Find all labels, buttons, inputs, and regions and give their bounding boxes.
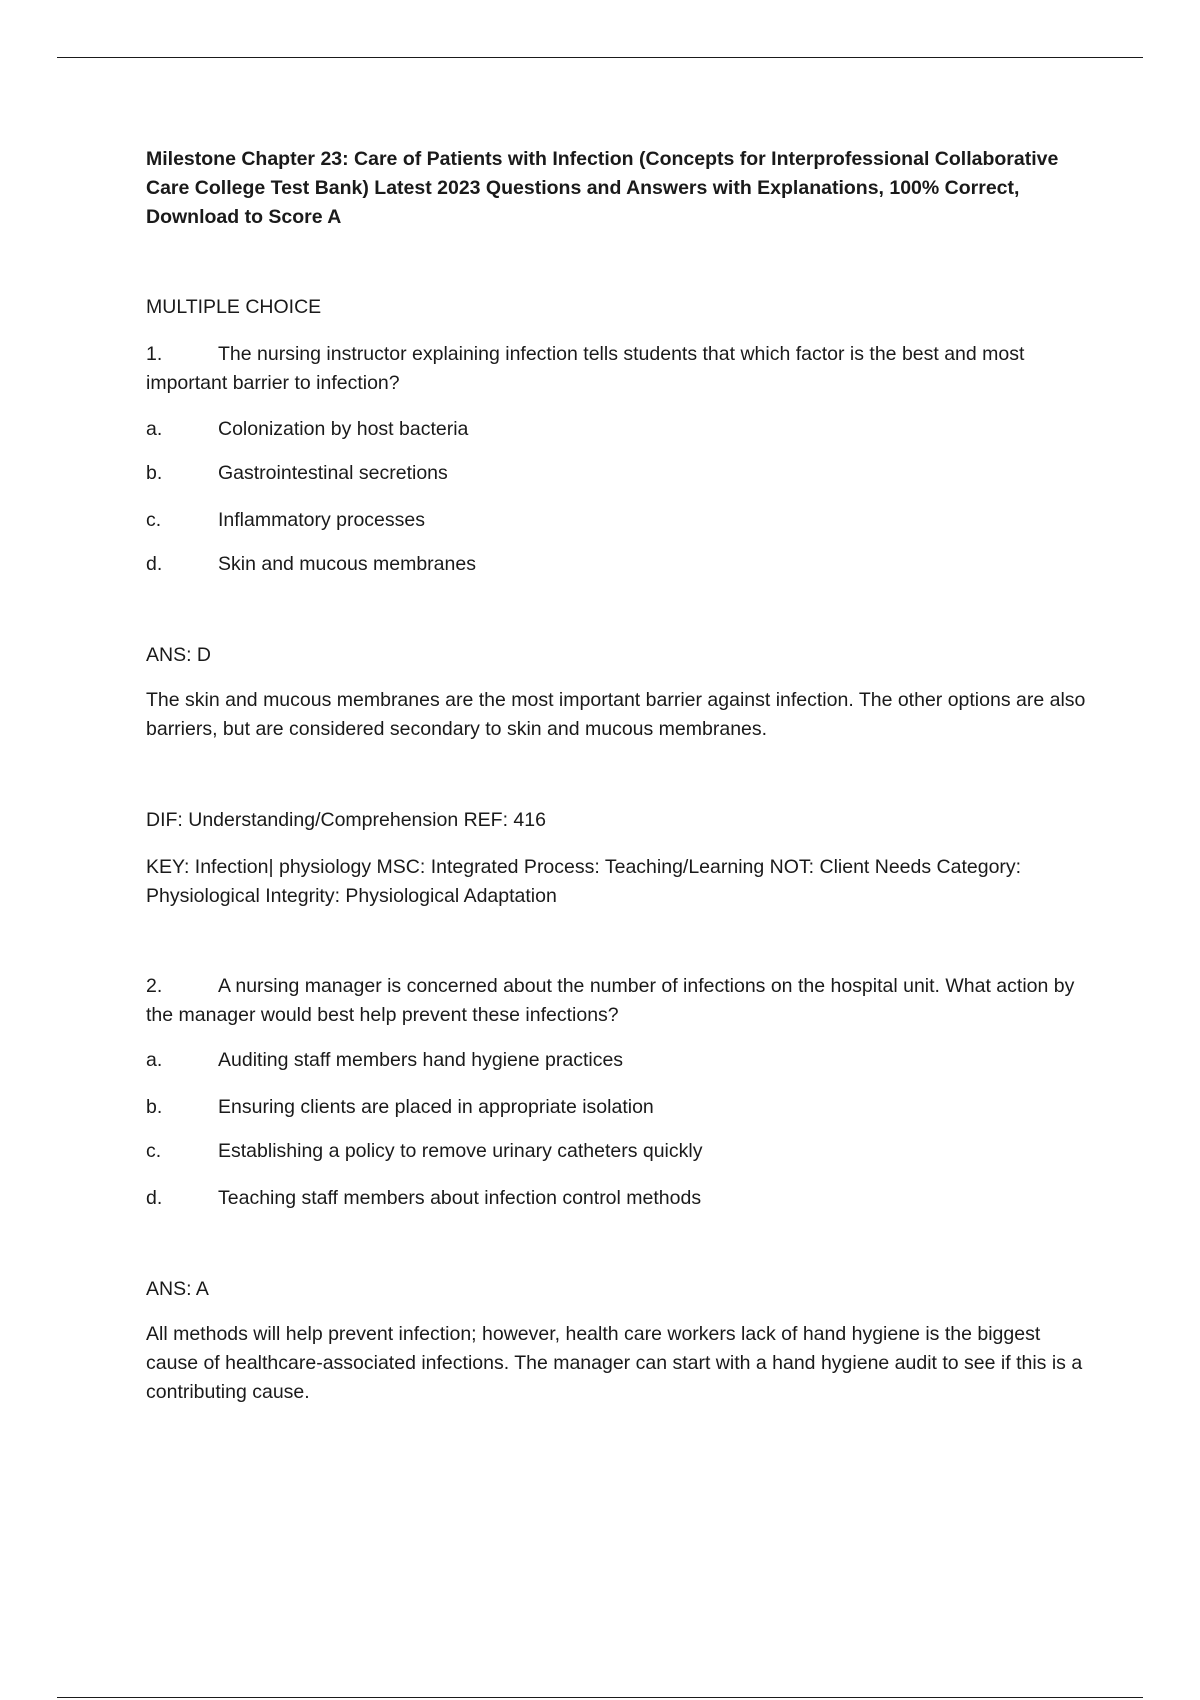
- option-letter: a.: [146, 1049, 163, 1071]
- option-item: [146, 550, 1096, 579]
- option-text: Inflammatory processes: [218, 509, 425, 531]
- option-letter: d.: [146, 553, 163, 575]
- option-text: Auditing staff members hand hygiene practices: [218, 1049, 624, 1071]
- option-letter: a.: [146, 418, 163, 440]
- answer-key: ANS: A: [146, 1278, 209, 1300]
- option-item: [146, 1046, 1096, 1075]
- difficulty-reference: DIF: Understanding/Comprehension REF: 416: [146, 809, 546, 831]
- option-item: [146, 1184, 1096, 1213]
- section-heading: MULTIPLE CHOICE: [146, 296, 322, 318]
- option-item: [146, 415, 1096, 444]
- rationale: The skin and mucous membranes are the most important barrier against infection. The other options are also barriers, but are considered secondary to skin and mucous membranes.: [146, 689, 1086, 740]
- header-rule: [57, 57, 1143, 58]
- footer-rule: [57, 1697, 1143, 1698]
- option-letter: d.: [146, 1187, 163, 1209]
- option-letter: c.: [146, 1140, 162, 1162]
- option-text: Skin and mucous membranes: [218, 553, 476, 575]
- keywords: KEY: Infection| physiology MSC: Integrated Process: Teaching/Learning NOT: Client Needs Category: Physiological Integrity: Physiological Adaptation: [146, 856, 1022, 907]
- option-letter: b.: [146, 1096, 163, 1118]
- option-text: Gastrointestinal secretions: [218, 462, 448, 484]
- document-title: Milestone Chapter 23: Care of Patients with Infection (Concepts for Interprofessional Collaborative Care College Test Bank) Latest 2023 Questions and Answers with Explanations, 100% Correct, Download to Score A: [146, 148, 1059, 228]
- question-number: 1.: [146, 343, 163, 365]
- option-text: Teaching staff members about infection control methods: [218, 1187, 702, 1209]
- option-item: [146, 459, 1096, 488]
- option-letter: b.: [146, 462, 163, 484]
- question-text: The nursing instructor explaining infection tells students that which factor is the best and most important barrier to infection?: [146, 343, 1025, 394]
- option-text: Colonization by host bacteria: [218, 418, 469, 440]
- option-item: [146, 1137, 1096, 1166]
- option-text: Ensuring clients are placed in appropriate isolation: [218, 1096, 654, 1118]
- option-text: Establishing a policy to remove urinary catheters quickly: [218, 1140, 703, 1162]
- question-number: 2.: [146, 975, 163, 997]
- option-item: [146, 506, 1096, 535]
- option-item: [146, 1093, 1096, 1122]
- question-text: A nursing manager is concerned about the number of infections on the hospital unit. What action by the manager would best help prevent these infections?: [146, 975, 1075, 1026]
- question-1: [146, 340, 1096, 398]
- option-letter: c.: [146, 509, 162, 531]
- question-2: [146, 972, 1096, 1030]
- rationale: All methods will help prevent infection; however, health care workers lack of hand hygiene is the biggest cause of healthcare-associated infections. The manager can start with a hand hygiene audit to see if this is a contributing cause.: [146, 1323, 1083, 1403]
- answer-key: ANS: D: [146, 644, 212, 666]
